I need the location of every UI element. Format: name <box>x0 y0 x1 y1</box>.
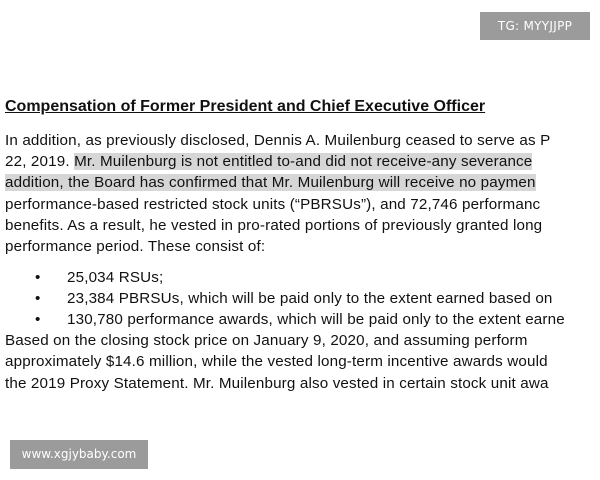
paragraph-line <box>5 151 600 172</box>
list-item <box>5 309 600 330</box>
paragraph-text: 22, 2019. <box>5 153 75 171</box>
paragraph-line <box>5 172 600 193</box>
paragraph-line: the 2019 Proxy Statement. Mr. Muilenburg also vested in certain stock unit awa <box>5 374 549 392</box>
paragraph-line: In addition, as previously disclosed, Dennis A. Muilenburg ceased to serve as P <box>5 132 551 149</box>
paragraph-stock-value <box>5 330 600 394</box>
paragraph-line: performance period. These consist of: <box>5 237 266 255</box>
section-heading: Compensation of Former President and Chief Executive Officer <box>5 98 486 115</box>
paragraph-line: approximately $14.6 million, while the vested long-term incentive awards would <box>5 353 548 371</box>
document-body <box>5 96 600 394</box>
list-item-text: 23,384 PBRSUs, which will be paid only to the extent earned based on <box>67 290 553 308</box>
list-item <box>5 267 600 288</box>
highlighted-text: addition, the Board has confirmed that Mr. Muilenburg will receive no paymen <box>5 174 536 192</box>
list-item-text: 130,780 performance awards, which will be paid only to the extent earne <box>67 311 565 329</box>
website-watermark: www.xgjybaby.com <box>10 440 148 469</box>
award-bullet-list <box>5 267 600 330</box>
list-item <box>5 288 600 309</box>
paragraph-line: benefits. As a result, he vested in pro-rated portions of previously granted long <box>5 216 543 234</box>
bullet-icon: • <box>35 290 41 308</box>
paragraph-line: Based on the closing stock price on January 9, 2020, and assuming perform <box>5 332 528 350</box>
paragraph-former-ceo <box>5 130 600 257</box>
bullet-icon: • <box>35 311 41 329</box>
bullet-icon: • <box>35 269 41 287</box>
paragraph-line: performance-based restricted stock units (“PBRSUs”), and 72,746 performanc <box>5 195 541 213</box>
list-item-text: 25,034 RSUs; <box>67 269 164 287</box>
highlighted-text: Mr. Muilenburg is not entitled to-and did not receive-any severance <box>74 153 533 171</box>
telegram-watermark-tag: TG: MYYJJPP <box>480 12 590 40</box>
